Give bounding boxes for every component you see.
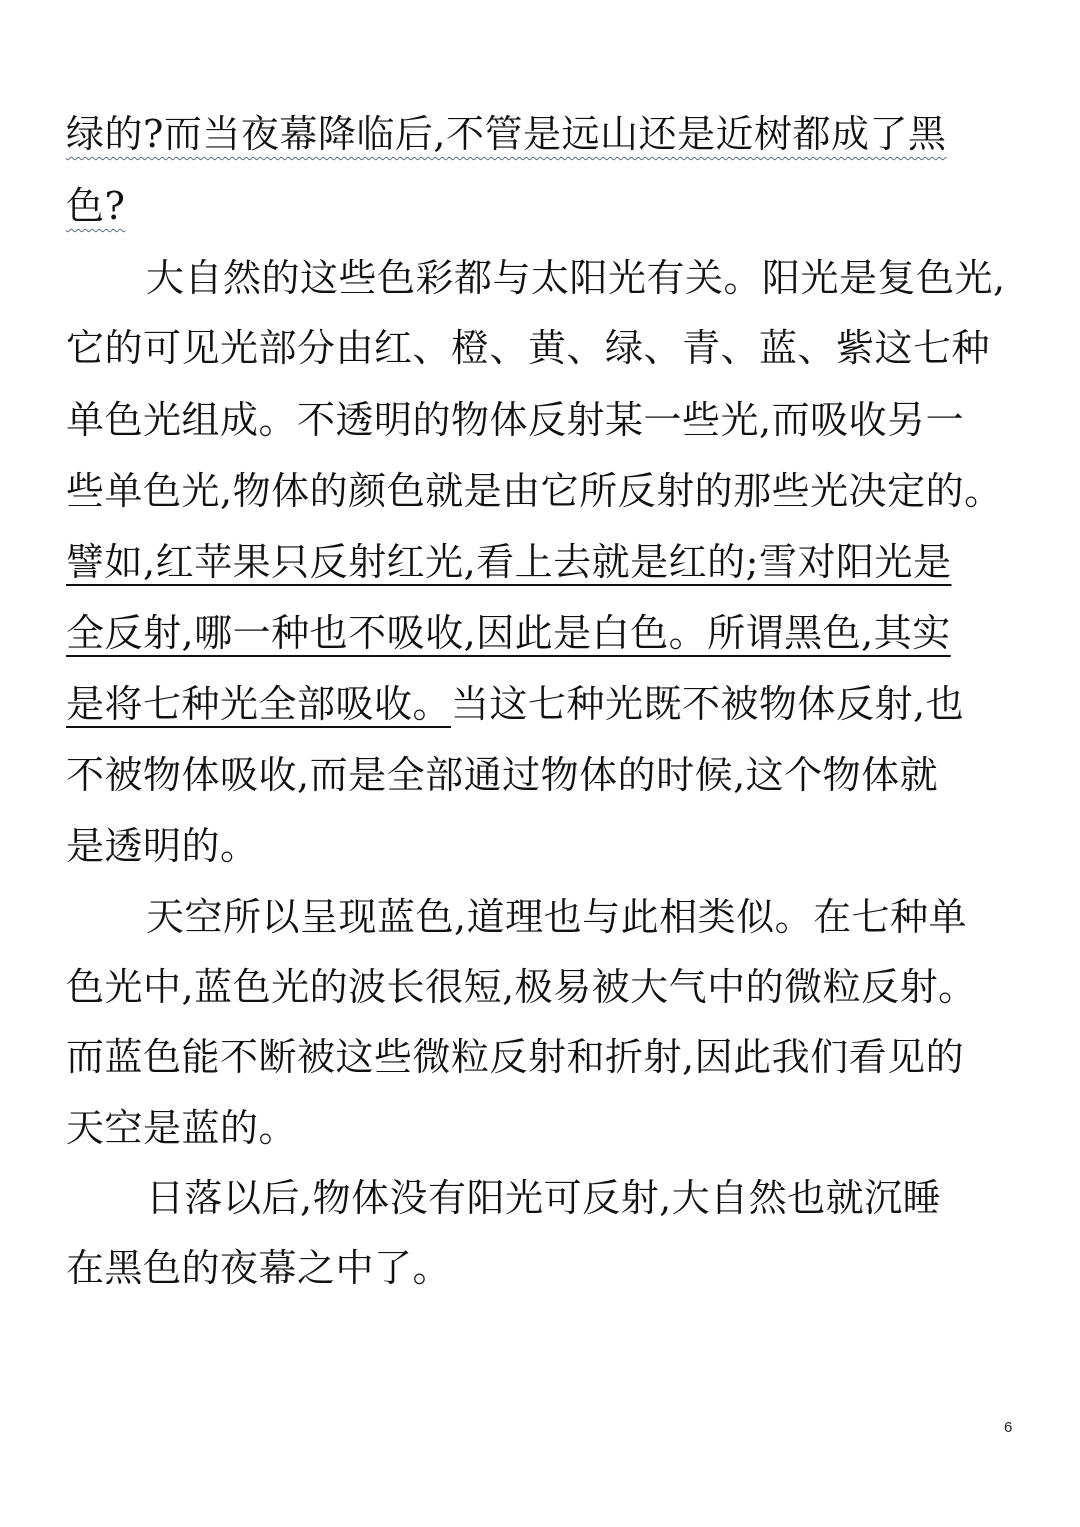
- text-line: 色?: [66, 184, 126, 228]
- text-line: 是透明的。: [66, 824, 259, 868]
- paragraph-first-line: 天空所以呈现蓝色,道理也与此相类似。在七种单: [146, 895, 968, 939]
- text-line: 它的可见光部分由红、橙、黄、绿、青、蓝、紫这七种: [66, 326, 991, 370]
- text-line: 天空是蓝的。: [66, 1106, 298, 1150]
- text-line: 些单色光,物体的颜色就是由它所反射的那些光决定的。: [66, 469, 1003, 513]
- text-line: 而蓝色能不断被这些微粒反射和折射,因此我们看见的: [66, 1035, 965, 1079]
- underlined-text-line: 譬如,红苹果只反射红光,看上去就是红的;雪对阳光是: [66, 540, 952, 584]
- text-line: 单色光组成。不透明的物体反射某一些光,而吸收另一: [66, 398, 965, 442]
- text-line: 在黑色的夜幕之中了。: [66, 1246, 452, 1290]
- text-line: 不被物体吸收,而是全部通过物体的时候,这个物体就: [66, 753, 939, 797]
- underlined-text-segment: 是将七种光全部吸收。: [66, 682, 452, 726]
- paragraph-first-line: 大自然的这些色彩都与太阳光有关。阳光是复色光,: [146, 256, 1006, 300]
- underlined-text-line: 全反射,哪一种也不吸收,因此是白色。所谓黑色,其实: [66, 611, 951, 655]
- text-line: 绿的?而当夜幕降临后,不管是远山还是近树都成了黑: [66, 112, 947, 156]
- paragraph-first-line: 日落以后,物体没有阳光可反射,大自然也就沉睡: [146, 1176, 942, 1220]
- page-number: 6: [1004, 1419, 1013, 1436]
- text-line: 色光中,蓝色光的波长很短,极易被大气中的微粒反射。: [66, 965, 977, 1009]
- text-segment: 当这七种光既不被物体反射,也: [451, 682, 965, 726]
- text-line: [66, 674, 964, 734]
